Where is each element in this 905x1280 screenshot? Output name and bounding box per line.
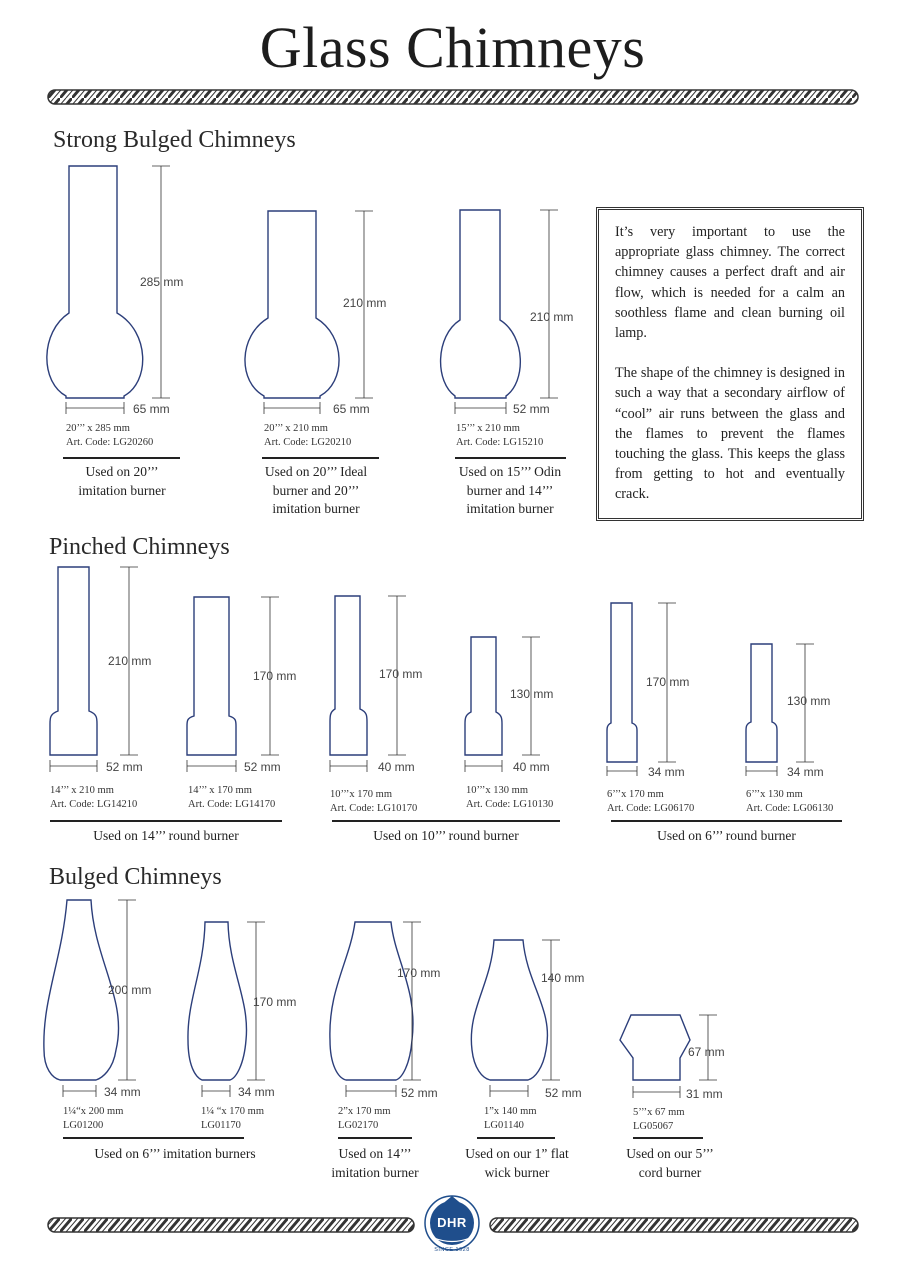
bulged-2-code: LG01170 [201,1120,241,1131]
strong-3-width: 52 mm [513,402,550,416]
pinched-2-code: Art. Code: LG14170 [188,799,276,810]
strong-2-width: 65 mm [333,402,370,416]
strong-chimney-3-drawing [441,210,521,398]
bulged-2-size: 1¼ “x 170 mm [201,1106,264,1117]
pinched-1-caption [50,784,137,812]
strong-3-code: Art. Code: LG15210 [456,437,544,448]
info-box [596,207,864,521]
pinched-1-width: 52 mm [106,760,143,774]
bulged-use-14: Used on 14’’’ imitation burner [331,1146,419,1180]
bulged-3-height: 170 mm [397,966,441,980]
pinched-6-height: 130 mm [787,694,831,708]
bottom-rope-right [490,1218,858,1232]
bottom-rope-left [48,1218,414,1232]
bulged-4-code: LG01140 [484,1120,524,1131]
pinched-4-code: Art. Code: LG10130 [466,799,554,810]
bulged-use-1: Used on our 1” flat wick burner [465,1146,569,1180]
strong-chimney-2-drawing [245,211,339,398]
pinched-use-10: Used on 10’’’ round burner [373,828,519,843]
pinched-6-caption [746,788,833,816]
pinched-2-height: 170 mm [253,669,297,683]
strong-rules [63,457,566,459]
pinched-4-caption [466,784,553,812]
pinched-1-height: 210 mm [108,654,152,668]
pinched-use-6: Used on 6’’’ round burner [657,828,796,843]
pinched-3-height: 170 mm [379,667,423,681]
pinched-use-14: Used on 14’’’ round burner [93,828,239,843]
section-title-strong: Strong Bulged Chimneys [53,127,296,153]
info-paragraph-1: It’s very important to use the appropriate glass chimney. The correct chimney causes a perfect draft and air flow, which is needed for a calm an soothless flame and clean burning oil lamp. [615,224,845,342]
bulged-3-size: 2”x 170 mm [338,1106,391,1117]
bulged-1-width: 34 mm [104,1085,141,1099]
strong-1-code: Art. Code: LG20260 [66,437,154,448]
pinched-3-code: Art. Code: LG10170 [330,803,418,814]
bulged-5-height: 67 mm [688,1045,725,1059]
pinched-5-size: 6’’’x 170 mm [607,789,664,800]
bulged-3-width: 52 mm [401,1086,438,1100]
pinched-4-size: 10’’’x 130 mm [466,785,529,796]
bulged-use-5: Used on our 5’’’ cord burner [626,1146,714,1180]
pinched-3-caption [330,788,417,816]
section-title-pinched: Pinched Chimneys [49,534,230,560]
bulged-1-caption [63,1105,123,1133]
bulged-4-height: 140 mm [541,971,585,985]
strong-2-size: 20’’’ x 210 mm [264,423,328,434]
strong-1-height: 285 mm [140,275,184,289]
pinched-4-height: 130 mm [510,687,554,701]
logo-since: SINCE 1928 [434,1247,470,1253]
bulged-2-width: 34 mm [238,1085,275,1099]
strong-2-code: Art. Code: LG20210 [264,437,352,448]
bulged-4-width: 52 mm [545,1086,582,1100]
strong-3-size: 15’’’ x 210 mm [456,423,520,434]
bulged-5-width: 31 mm [686,1087,723,1101]
bulged-3-code: LG02170 [338,1120,379,1131]
bulged-5-caption [633,1106,685,1134]
page-title: Glass Chimneys [259,15,646,80]
pinched-2-width: 52 mm [244,760,281,774]
pinched-3-width: 40 mm [378,760,415,774]
strong-3-caption [456,422,543,450]
top-rope-divider [48,90,858,104]
pinched-dimension-lines [50,567,814,776]
pinched-2-size: 14’’’ x 170 mm [188,785,252,796]
bulged-4-caption [484,1105,537,1133]
bulged-1-height: 200 mm [108,983,152,997]
pinched-chimneys-drawings [50,567,777,762]
bulged-1-code: LG01200 [63,1120,104,1131]
strong-3-use: Used on 15’’’ Odin burner and 14’’’ imitation burner [458,464,562,516]
pinched-5-caption [607,788,694,816]
strong-1-caption [66,422,153,450]
strong-1-use: Used on 20’’’ imitation burner [78,464,166,498]
pinched-5-code: Art. Code: LG06170 [607,803,695,814]
bulged-dimension-lines [63,900,717,1098]
strong-2-caption [264,422,351,450]
strong-2-height: 210 mm [343,296,387,310]
pinched-1-code: Art. Code: LG14210 [50,799,138,810]
strong-chimney-1-drawing [47,166,143,398]
info-paragraph-2: The shape of the chimney is designed in such a way that a secondary airflow of “cool” air runs between the glass and the flames to prevent the flames touching the glass. This keeps the glass from getting to hot and eventually crack. [615,365,845,503]
bulged-4-size: 1”x 140 mm [484,1106,537,1117]
strong-2-use: Used on 20’’’ Ideal burner and 20’’’ imitation burner [264,464,368,516]
pinched-6-code: Art. Code: LG06130 [746,803,834,814]
section-title-bulged: Bulged Chimneys [49,864,222,890]
pinched-rules [50,820,842,822]
bulged-use-6: Used on 6’’’ imitation burners [94,1146,256,1161]
logo-letters: DHR [437,1215,467,1230]
bulged-rules [63,1137,703,1139]
pinched-4-width: 40 mm [513,760,550,774]
bulged-5-size: 5’’’x 67 mm [633,1107,685,1118]
bulged-5-code: LG05067 [633,1121,674,1132]
pinched-2-caption [188,784,275,812]
pinched-3-size: 10’’’x 170 mm [330,789,393,800]
bulged-2-height: 170 mm [253,995,297,1009]
strong-1-width: 65 mm [133,402,170,416]
bulged-1-size: 1¼“x 200 mm [63,1106,124,1117]
pinched-6-width: 34 mm [787,765,824,779]
pinched-6-size: 6’’’x 130 mm [746,789,803,800]
pinched-1-size: 14’’’ x 210 mm [50,785,114,796]
pinched-5-height: 170 mm [646,675,690,689]
strong-1-size: 20’’’ x 285 mm [66,423,130,434]
pinched-5-width: 34 mm [648,765,685,779]
bulged-3-caption [338,1105,391,1133]
strong-3-height: 210 mm [530,310,574,324]
bulged-2-caption [201,1105,264,1133]
